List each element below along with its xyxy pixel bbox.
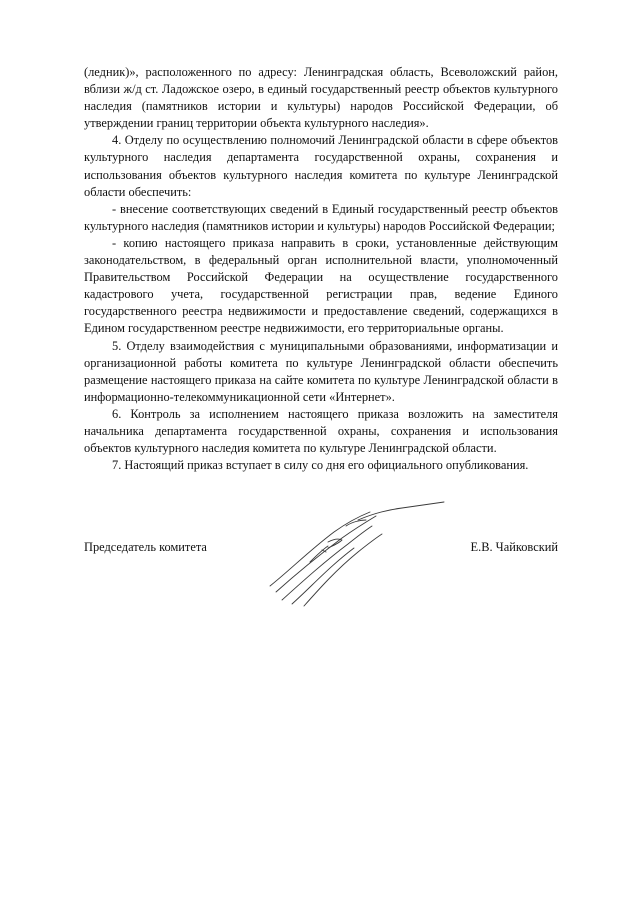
paragraph-item-5: 5. Отделу взаимодействия с муниципальными образованиями, информатизации и организационной работы комитета по культуре Ленинградской области обеспечить размещение настоящего приказа на сайте комитета по культуре Ленинградской области в информационно-телекоммуникационной сети «Интернет». xyxy=(84,338,558,404)
document-body xyxy=(84,64,558,474)
paragraph-item-6: 6. Контроль за исполнением настоящего приказа возложить на заместителя начальника департамента государственной охраны, сохранения и использования объектов культурного наследия комитета по культуре Ленинградской области. xyxy=(84,406,558,456)
paragraph-item-4-sub-1: - внесение соответствующих сведений в Единый государственный реестр объектов культурного наследия (памятников истории и культуры) народов Российской Федерации; xyxy=(84,201,558,233)
paragraph-continuation: (ледник)», расположенного по адресу: Ленинградская область, Всеволожский район, вблизи ж/д ст. Ладожское озеро, в единый государственный реестр объектов культурного наследия (памятников истории и культуры) народов Российской Федерации, об утверждении границ территории объекта культурного наследия». xyxy=(84,65,558,131)
handwritten-signature-icon xyxy=(262,500,452,610)
paragraph-item-4: 4. Отделу по осуществлению полномочий Ленинградской области в сфере объектов культурного наследия департамента государственной охраны, сохранения и использования объектов культурного наследия комитета по культуре Ленинградской области обеспечить: xyxy=(84,133,558,199)
signer-position: Председатель комитета xyxy=(84,540,207,554)
signer-name: Е.В. Чайковский xyxy=(470,540,558,554)
paragraph-item-7: 7. Настоящий приказ вступает в силу со дня его официального опубликования. xyxy=(112,458,529,473)
paragraph-item-4-sub-2: - копию настоящего приказа направить в сроки, установленные действующим законодательством, в федеральный орган исполнительной власти, уполномоченный Правительством Российской Федерации на осуществление государственного кадастрового учета, государственной регистрации прав, ведение Единого государственного реестра недвижимости и предоставление сведений, содержащихся в Едином государственном реестре недвижимости, его территориальные органы. xyxy=(84,235,558,336)
